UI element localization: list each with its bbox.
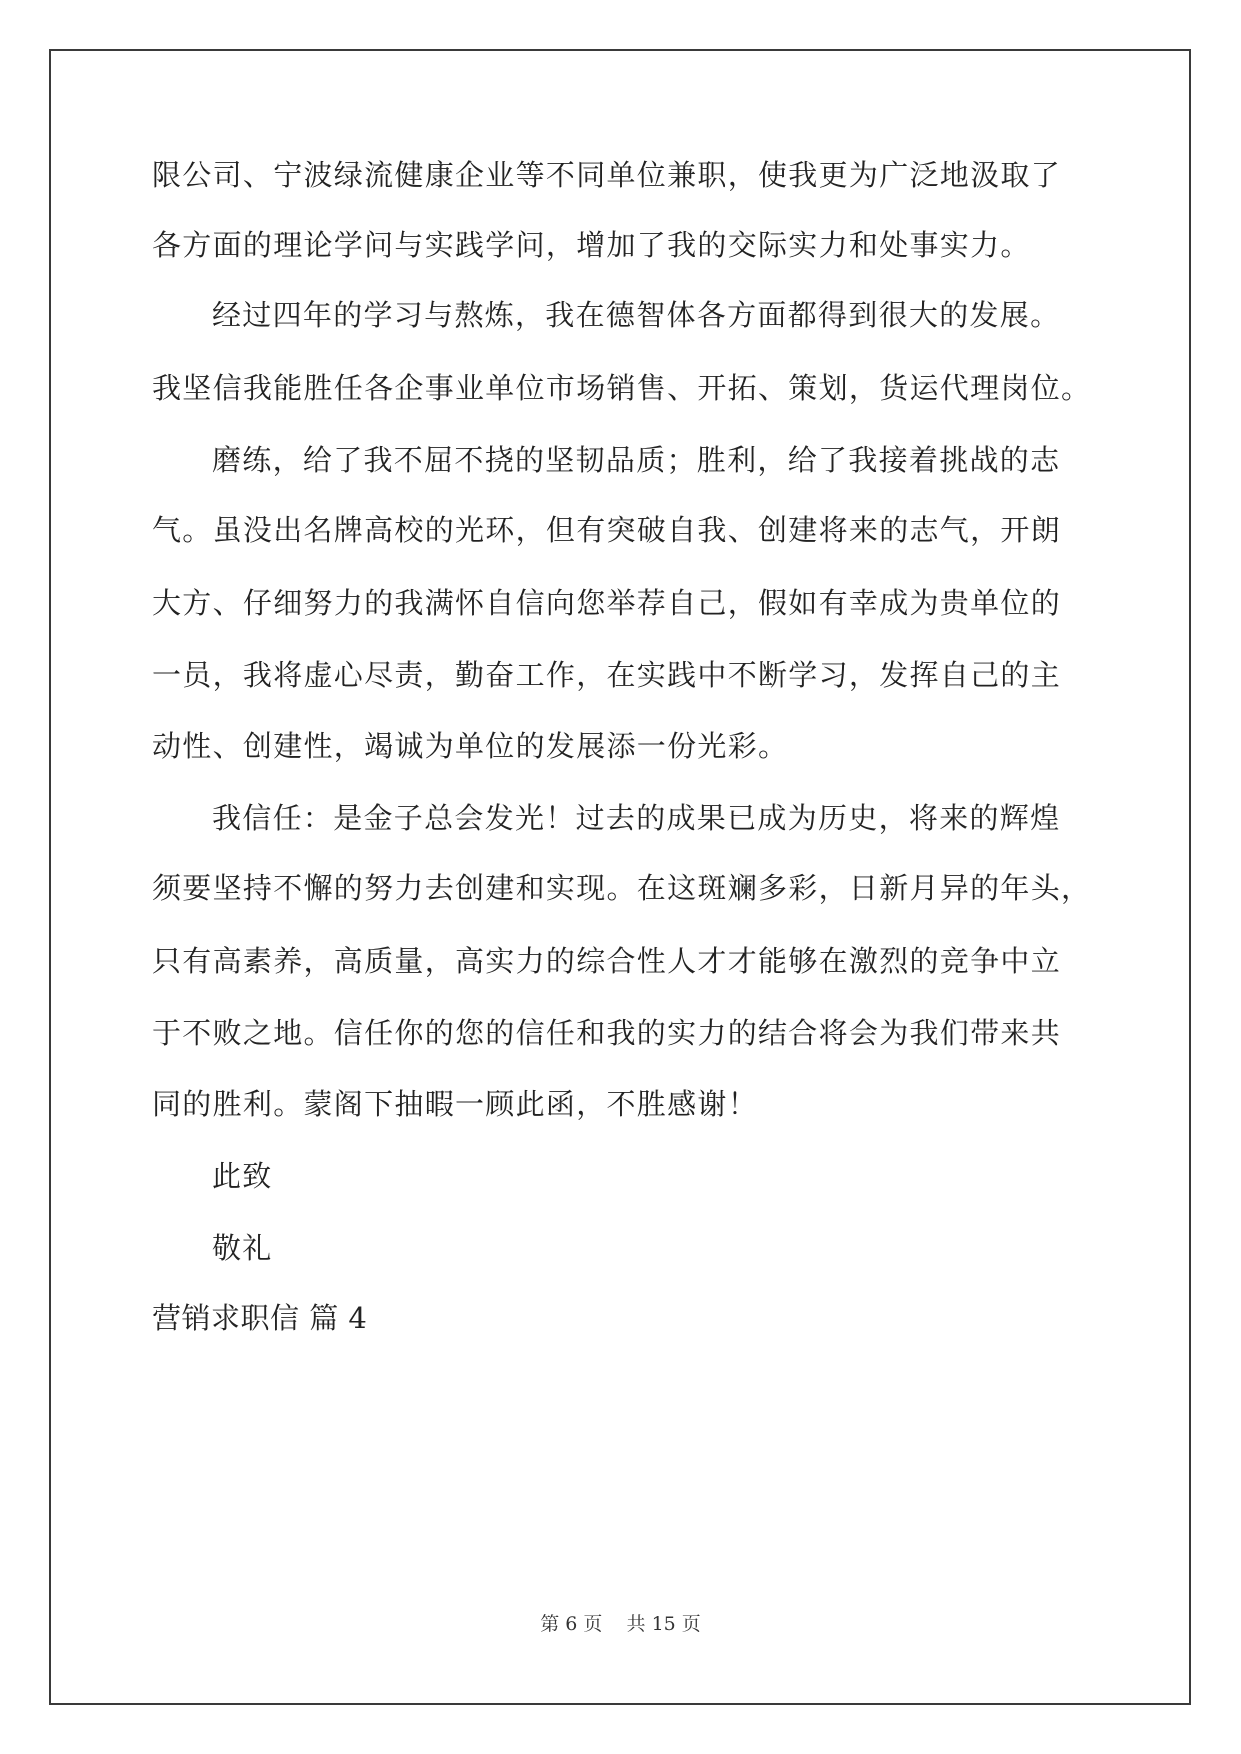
body-text-line: 气。虽没出名牌高校的光环，但有突破自我、创建将来的志气，开朗 [152,513,1062,547]
paragraph-start-line: 磨练，给了我不屈不挠的坚韧品质；胜利，给了我接着挑战的志 [212,443,1061,477]
body-text-line: 限公司、宁波绿流健康企业等不同单位兼职，使我更为广泛地汲取了 [152,158,1062,192]
body-text-line: 大方、仔细努力的我满怀自信向您举荐自己，假如有幸成为贵单位的 [152,586,1062,620]
body-text-line: 各方面的理论学问与实践学问，增加了我的交际实力和处事实力。 [152,228,1031,262]
closing-salutation: 此致 [212,1159,273,1193]
section-heading: 营销求职信 篇 4 [152,1301,368,1335]
body-text-line: 我坚信我能胜任各企事业单位市场销售、开拓、策划，货运代理岗位。 [152,371,1092,405]
body-text-line: 同的胜利。蒙阁下抽暇一顾此函，不胜感谢！ [152,1087,759,1121]
closing-regards: 敬礼 [212,1231,273,1265]
paragraph-start-line: 经过四年的学习与熬炼，我在德智体各方面都得到很大的发展。 [212,298,1061,332]
body-text-line: 须要坚持不懈的努力去创建和实现。在这斑斓多彩，日新月异的年头， [152,871,1092,905]
body-text-line: 一员，我将虚心尽责，勤奋工作，在实践中不断学习，发挥自己的主 [152,658,1062,692]
body-text-line: 只有高素养，高质量，高实力的综合性人才才能够在激烈的竞争中立 [152,944,1062,978]
page-number-footer: 第 6 页 共 15 页 [540,1613,701,1635]
paragraph-start-line: 我信任：是金子总会发光！过去的成果已成为历史，将来的辉煌 [212,801,1061,835]
body-text-line: 于不败之地。信任你的您的信任和我的实力的结合将会为我们带来共 [152,1016,1062,1050]
body-text-line: 动性、创建性，竭诚为单位的发展添一份光彩。 [152,729,789,763]
